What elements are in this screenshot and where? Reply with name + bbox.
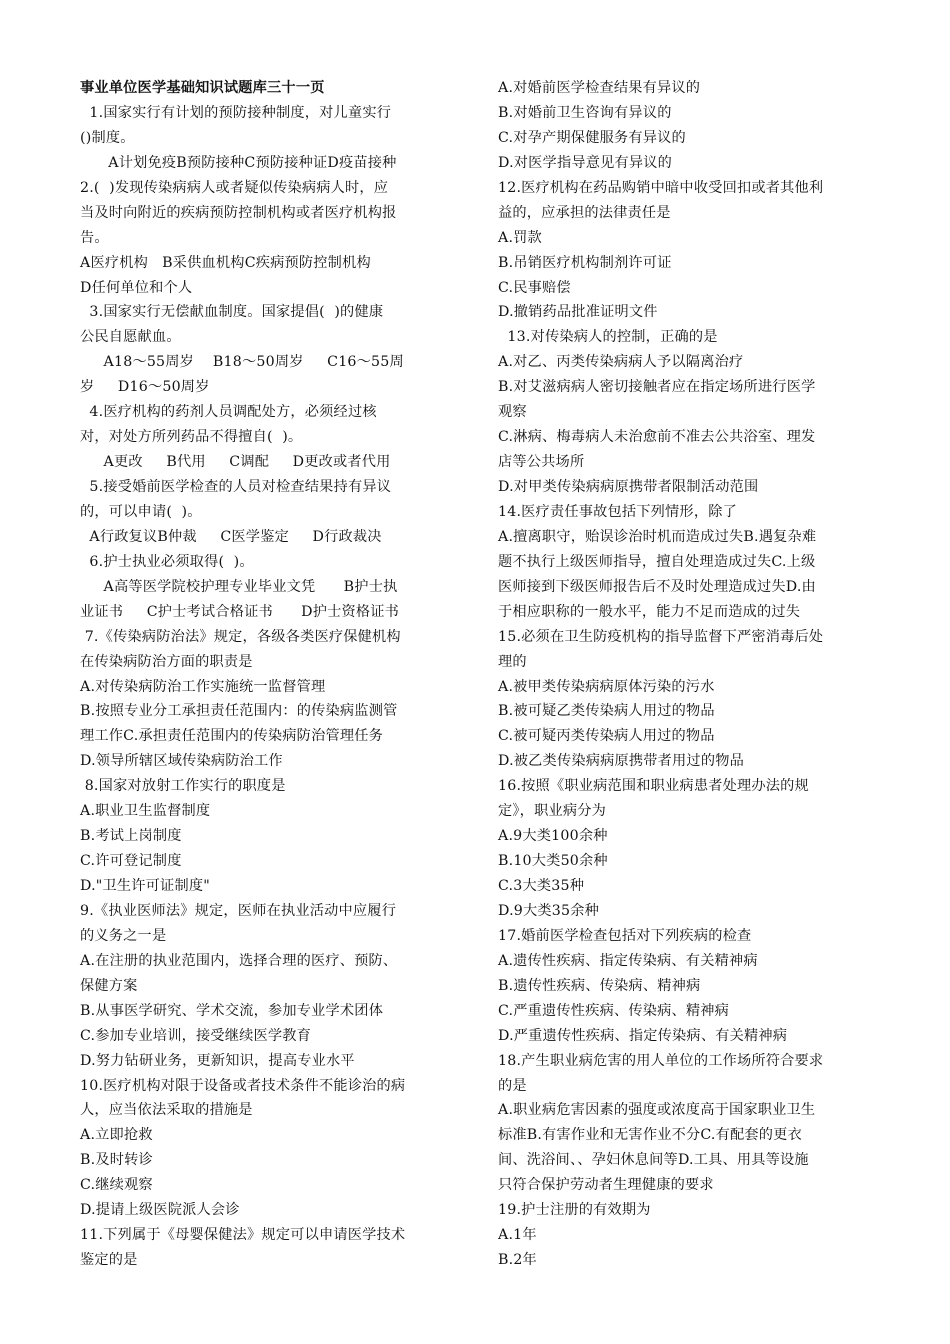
left-text-line: A更改 B代用 C调配 D更改或者代用 [80, 454, 391, 471]
left-text-line: 的义务之一是 [80, 927, 167, 944]
right-text-line: D.对医学指导意见有异议的 [498, 154, 673, 171]
right-text-line: B.对艾滋病病人密切接触者应在指定场所进行医学 [498, 379, 816, 396]
right-text-line: 19.护士注册的有效期为 [498, 1202, 651, 1219]
left-text-line: B.及时转诊 [80, 1152, 153, 1169]
right-text-line: 标准B.有害作业和无害作业不分C.有配套的更衣 [498, 1127, 802, 1144]
right-text-line: D.9大类35余种 [498, 902, 600, 919]
left-text-line: 9.《执业医师法》规定，医师在执业活动中应履行 [80, 902, 397, 919]
left-text-line: A高等医学院校护理专业毕业文凭 B护士执 [80, 578, 398, 595]
right-text-line: A.被甲类传染病病原体污染的污水 [498, 678, 715, 695]
right-text-line: A.罚款 [498, 229, 542, 246]
right-text-line: B.被可疑乙类传染病人用过的物品 [498, 703, 715, 720]
right-text-line: 16.按照《职业病范围和职业病患者处理办法的规 [498, 778, 809, 795]
left-text-line: A.立即抢救 [80, 1127, 153, 1144]
right-text-line: B.10大类50余种 [498, 853, 608, 870]
right-text-line: C.民事赔偿 [498, 279, 571, 296]
right-text-line: 医师接到下级医师报告后不及时处理造成过失D.由 [498, 578, 816, 595]
left-text-line: C.继续观察 [80, 1177, 153, 1194]
left-text-line: A计划免疫B预防接种C预防接种证D疫苗接种 [80, 154, 397, 171]
right-text-line: A.遗传性疾病、指定传染病、有关精神病 [498, 952, 758, 969]
right-text-line: B.对婚前卫生咨询有异议的 [498, 104, 672, 121]
left-text-line: 5.接受婚前医学检查的人员对检查结果持有异议 [80, 479, 392, 495]
left-text-line: 岁 D16～50周岁 [80, 379, 210, 396]
left-text-line: A18～55周岁 B18～50周岁 C16～55周 [80, 354, 404, 371]
left-text-line: A行政复议B仲裁 C医学鉴定 D行政裁决 [80, 528, 382, 545]
left-text-line: ()制度。 [80, 129, 135, 146]
left-text-line: 10.医疗机构对限于设备或者技术条件不能诊治的病 [80, 1077, 406, 1094]
right-text-line: D.被乙类传染病病原携带者用过的物品 [498, 753, 744, 770]
left-text-line: 告。 [80, 229, 109, 246]
right-text-line: C.对孕产期保健服务有异议的 [498, 129, 686, 146]
left-text-line: A.对传染病防治工作实施统一监督管理 [80, 678, 326, 695]
left-text-line: B.按照专业分工承担责任范围内：的传染病监测管 [80, 703, 398, 720]
left-text-line: D."卫生许可证制度" [80, 878, 210, 894]
left-text-line: A医疗机构 B采供血机构C疾病预防控制机构 [80, 254, 371, 271]
left-text-line: 3.国家实行无偿献血制度。国家提倡( )的健康 [80, 304, 384, 321]
right-text-line: A.1年 [498, 1227, 537, 1244]
right-text-line: D.严重遗传性疾病、指定传染病、有关精神病 [498, 1027, 788, 1044]
left-text-line: C.许可登记制度 [80, 853, 182, 870]
left-text-line: 在传染病防治方面的职责是 [80, 653, 253, 670]
left-text-line: D任何单位和个人 [80, 279, 193, 296]
right-text-line: A.对婚前医学检查结果有异议的 [498, 80, 701, 96]
left-text-line: 对，对处方所列药品不得擅自( )。 [80, 429, 303, 446]
left-text-line: B.从事医学研究、学术交流，参加专业学术团体 [80, 1002, 384, 1019]
right-text-line: 15.必须在卫生防疫机构的指导监督下严密消毒后处 [498, 628, 824, 645]
left-text-line: 2.( )发现传染病病人或者疑似传染病病人时，应 [80, 179, 389, 196]
left-text-line: D.提请上级医院派人会诊 [80, 1202, 240, 1219]
right-text-line: 于相应职称的一般水平，能力不足而造成的过失 [498, 603, 801, 620]
right-text-line: C.淋病、梅毒病人未治愈前不准去公共浴室、理发 [498, 429, 816, 446]
right-text-line: 只符合保护劳动者生理健康的要求 [498, 1177, 714, 1194]
right-text-line: 间、洗浴间、、孕妇休息间等D.工具、用具等设施 [498, 1152, 809, 1169]
left-text-line: 业证书 C护士考试合格证书 D护士资格证书 [80, 603, 400, 620]
left-text-line: A.职业卫生监督制度 [80, 803, 211, 820]
left-column [80, 76, 470, 1273]
left-text-line: C.参加专业培训，接受继续医学教育 [80, 1027, 312, 1044]
right-text-line: A.9大类100余种 [498, 828, 608, 845]
right-text-line: D.对甲类传染病病原携带者限制活动范围 [498, 479, 759, 495]
right-text-line: 12.医疗机构在药品购销中暗中收受回扣或者其他利 [498, 179, 824, 196]
right-column [498, 76, 888, 1273]
left-text-line: 7.《传染病防治法》规定，各级各类医疗保健机构 [80, 628, 401, 645]
right-text-line: D.撤销药品批准证明文件 [498, 304, 658, 321]
right-text-line: 定》，职业病分为 [498, 803, 607, 820]
left-text-line: 6.护士执业必须取得( )。 [80, 553, 254, 570]
right-text-line: 题不执行上级医师指导，擅自处理造成过失C.上级 [498, 553, 816, 570]
right-text-line: B.2年 [498, 1252, 537, 1269]
left-text-line: B.考试上岗制度 [80, 828, 182, 845]
left-text-line: A.在注册的执业范围内，选择合理的医疗、预防、 [80, 952, 398, 969]
right-text-line: C.被可疑丙类传染病人用过的物品 [498, 728, 715, 745]
right-text-line: 店等公共场所 [498, 454, 585, 471]
document-title: 事业单位医学基础知识试题库三十一页 [80, 80, 325, 96]
left-text-line: 4.医疗机构的药剂人员调配处方，必须经过核 [80, 404, 377, 421]
left-text-line: 理工作C.承担责任范围内的传染病防治管理任务 [80, 728, 384, 745]
right-text-line: 13.对传染病人的控制，正确的是 [498, 329, 718, 346]
left-text-line: 人，应当依法采取的措施是 [80, 1102, 253, 1119]
left-text-line: D.领导所辖区域传染病防治工作 [80, 753, 283, 770]
right-text-line: C.3大类35种 [498, 878, 585, 894]
right-text-line: A.擅离职守，贻误诊治时机而造成过失B.遇复杂难 [498, 528, 817, 545]
right-text-line: 的是 [498, 1077, 527, 1094]
right-text-line: B.吊销医疗机构制剂许可证 [498, 254, 672, 271]
left-text-line: 当及时向附近的疾病预防控制机构或者医疗机构报 [80, 204, 397, 221]
right-text-line: 17.婚前医学检查包括对下列疾病的检查 [498, 927, 752, 944]
left-text-line: 公民自愿献血。 [80, 329, 181, 346]
right-text-line: 理的 [498, 653, 527, 670]
left-text-line: 8.国家对放射工作实行的职度是 [80, 778, 286, 795]
right-text-line: 14.医疗责任事故包括下列情形，除了 [498, 503, 737, 520]
right-text-line: B.遗传性疾病、传染病、精神病 [498, 977, 701, 994]
right-text-line: A.职业病危害因素的强度或浓度高于国家职业卫生 [498, 1102, 816, 1119]
left-text-line: 11.下列属于《母婴保健法》规定可以申请医学技术 [80, 1227, 406, 1244]
right-text-line: 观察 [498, 404, 527, 421]
left-text-line: 1.国家实行有计划的预防接种制度，对儿童实行 [80, 104, 392, 121]
right-text-line: 益的，应承担的法律责任是 [498, 204, 671, 221]
right-text-line: 18.产生职业病危害的用人单位的工作场所符合要求 [498, 1052, 824, 1069]
left-text-line: D.努力钻研业务，更新知识，提高专业水平 [80, 1052, 355, 1069]
left-text-line: 的，可以申请( )。 [80, 503, 202, 520]
left-text-line: 鉴定的是 [80, 1252, 138, 1269]
right-text-line: A.对乙、丙类传染病病人予以隔离治疗 [498, 354, 744, 371]
left-text-line: 保健方案 [80, 977, 138, 994]
right-text-line: C.严重遗传性疾病、传染病、精神病 [498, 1002, 730, 1019]
